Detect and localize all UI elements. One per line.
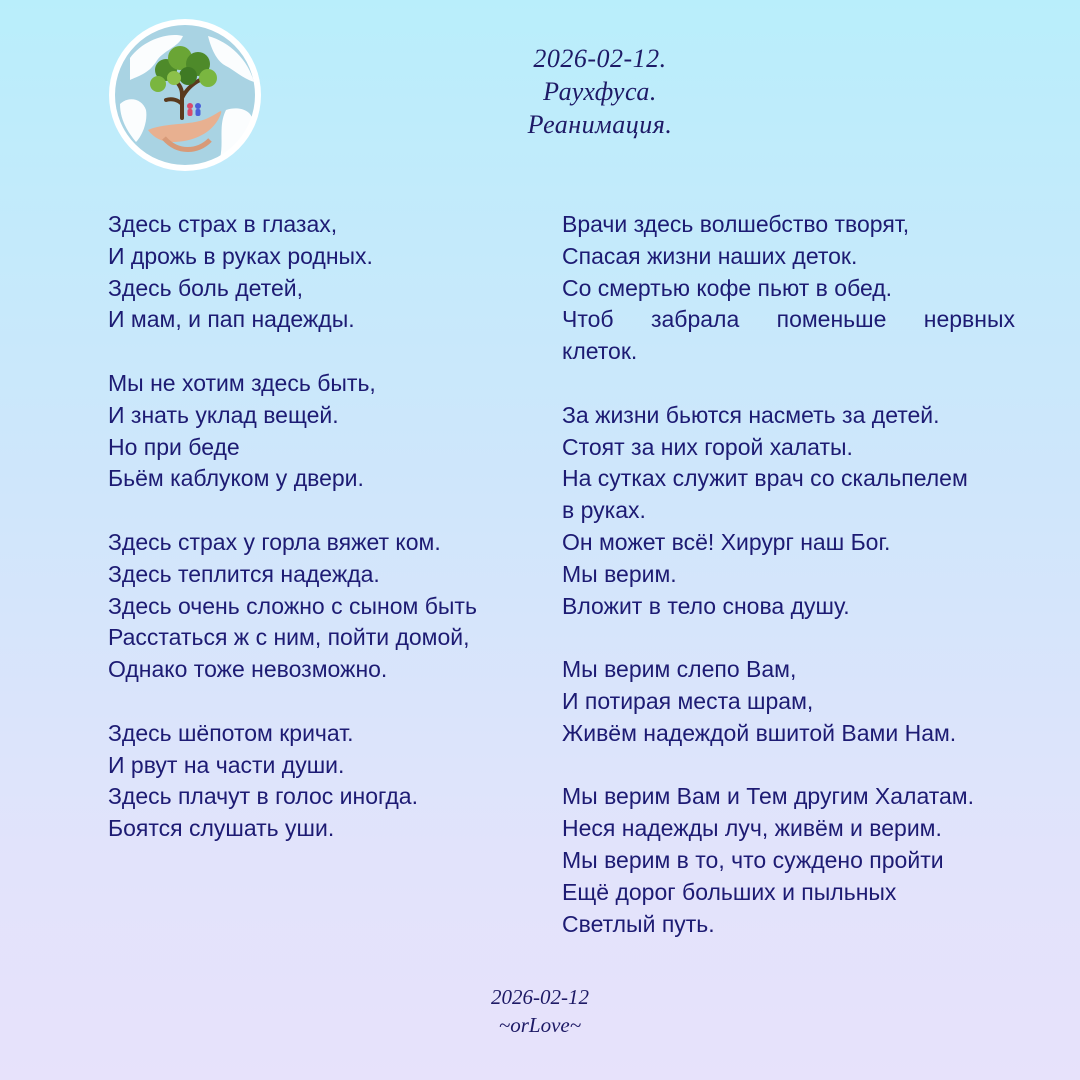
poem-line: Спасая жизни наших деток. (562, 242, 858, 269)
poem-line: Врачи здесь волшебство творят, (562, 211, 910, 237)
poem-left-column (108, 209, 528, 877)
poem-line: И знать уклад вещей. (108, 401, 339, 428)
poem-line: Мы верим в то, что суждено пройти (562, 846, 944, 873)
poem-line: И потирая места шрам, (562, 687, 814, 714)
stanza (562, 400, 1015, 623)
poem-line: клеток. (562, 338, 638, 365)
header-department: Реанимация. (527, 110, 673, 139)
poem-line: Чтоб забрала поменьше нервных (562, 306, 1015, 333)
stanza (562, 781, 1015, 940)
poem-line: Со смертью кофе пьют в обед. (562, 274, 893, 301)
poem-line: Мы верим. (562, 560, 677, 587)
poem-line: Он может всё! Хирург наш Бог. (562, 528, 891, 555)
poem-line: Здесь плачут в голос иногда. (108, 783, 418, 810)
poem-line: Однако тоже невозможно. (108, 656, 388, 683)
poem-line: Здесь очень сложно с сыном быть (108, 592, 477, 619)
stanza (108, 209, 528, 336)
signature: ~orLove~ (498, 1013, 582, 1037)
poem-line: Расстаться ж с ним, пойти домой, (108, 624, 470, 651)
poem-line: И дрожь в руках родных. (108, 242, 373, 269)
footer (440, 983, 640, 1039)
header-place: Раухфуса. (543, 77, 657, 106)
logo (108, 18, 262, 172)
poem-line: Мы верим Вам и Тем другим Халатам. (562, 783, 975, 810)
header (440, 42, 760, 141)
poem-line: Здесь шёпотом кричат. (108, 719, 354, 746)
poem-line: Но при беде (108, 433, 240, 460)
poem-line: Здесь теплится надежда. (108, 560, 380, 587)
header-date: 2026-02-12. (533, 44, 667, 73)
stanza (562, 654, 1015, 749)
stanza (108, 718, 528, 845)
poem-line: Вложит в тело снова душу. (562, 592, 850, 619)
poem-line: Стоят за них горой халаты. (562, 433, 853, 460)
poem-line: Ещё дорог больших и пыльных (562, 878, 897, 905)
poem-line: За жизни бьются насметь за детей. (562, 401, 940, 428)
poem-line: Бьём каблуком у двери. (108, 465, 364, 492)
poem-line: И мам, и пап надежды. (108, 306, 355, 333)
poem-line: На сутках служит врач со скальпелем (562, 465, 968, 492)
poem-line: Мы верим слепо Вам, (562, 656, 797, 683)
stanza (108, 527, 528, 686)
poem-line: Мы не хотим здесь быть, (108, 369, 376, 396)
stanza (562, 209, 1015, 368)
stanza (108, 368, 528, 495)
poem-right-column (562, 209, 1015, 972)
footer-date: 2026-02-12 (491, 985, 589, 1009)
poem-line: Неся надежды луч, живём и верим. (562, 815, 942, 842)
poem-line: Здесь страх у горла вяжет ком. (108, 528, 441, 555)
poem-line: Боятся слушать уши. (108, 815, 335, 842)
poem-line: Светлый путь. (562, 910, 715, 937)
tree-in-hands-globe-logo-icon (108, 18, 262, 172)
poem-line: Здесь страх в глазах, (108, 211, 338, 237)
poem-line: в руках. (562, 497, 646, 524)
poem-line: Здесь боль детей, (108, 274, 303, 301)
poem-line: И рвут на части души. (108, 751, 345, 778)
poem-line: Живём надеждой вшитой Вами Нам. (562, 719, 957, 746)
